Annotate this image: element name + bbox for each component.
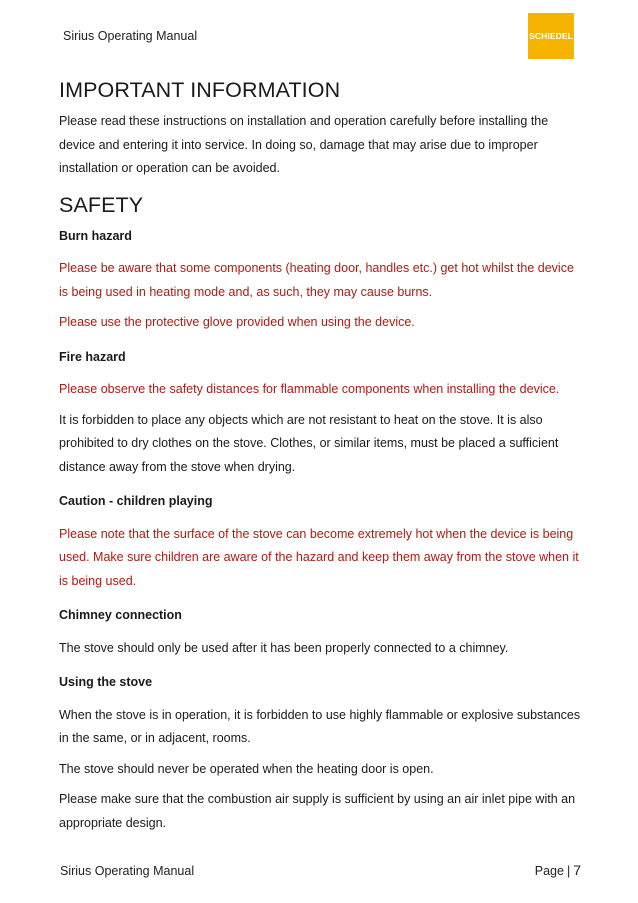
using-stove-text-3: Please make sure that the combustion air supply is sufficient by using an air inlet pipe with an appropriate design. [59,792,576,830]
fire-hazard-warning: Please observe the safety distances for flammable components when installing the device. [59,382,560,396]
burn-hazard-warning: Please be aware that some components (heating door, handles etc.) get hot whilst the device is being used in heating mode and, as such, they may cause burns. [59,261,574,299]
burn-hazard-glove: Please use the protective glove provided when using the device. [59,315,415,329]
burn-hazard-heading: Burn hazard [59,228,132,243]
page-label: Page [534,864,564,878]
page-content [59,76,583,835]
using-stove-heading: Using the stove [59,675,153,689]
logo-text: SCHIEDEL [529,31,573,41]
fire-hazard-text: It is forbidden to place any objects which are not resistant to heat on the stove. It is also prohibited to dry clothes on the stove. Clothes, or similar items, must be placed a sufficient distance away from the stove when drying. [59,412,559,474]
using-stove-text-1: When the stove is in operation, it is forbidden to use highly flammable or explosive substances in the same, or in adjacent, rooms. [59,707,581,745]
important-text: Please read these instructions on installation and operation carefully before installing the device and entering it into service. In doing so, damage that may arise due to improper installation or operation can be avoided. [59,114,549,175]
safety-heading: SAFETY [59,192,144,217]
chimney-heading: Chimney connection [59,608,182,622]
children-warning: Please note that the surface of the stove can become extremely hot when the device is being used. Make sure children are aware of the hazard and keep them away from the stove when it is being used. [59,526,579,588]
chimney-text: The stove should only be used after it has been properly connected to a chimney. [59,640,509,655]
fire-hazard-heading: Fire hazard [59,349,126,364]
schiedel-logo [528,13,574,59]
using-stove-text-2: The stove should never be operated when the heating door is open. [59,761,434,776]
page-separator: | [566,864,571,878]
header-title: Sirius Operating Manual [63,29,198,43]
footer-title: Sirius Operating Manual [60,864,195,878]
page-number [535,862,581,878]
page-number-value: 7 [573,862,581,878]
children-heading: Caution - children playing [59,494,213,508]
important-heading: IMPORTANT INFORMATION [59,78,341,102]
